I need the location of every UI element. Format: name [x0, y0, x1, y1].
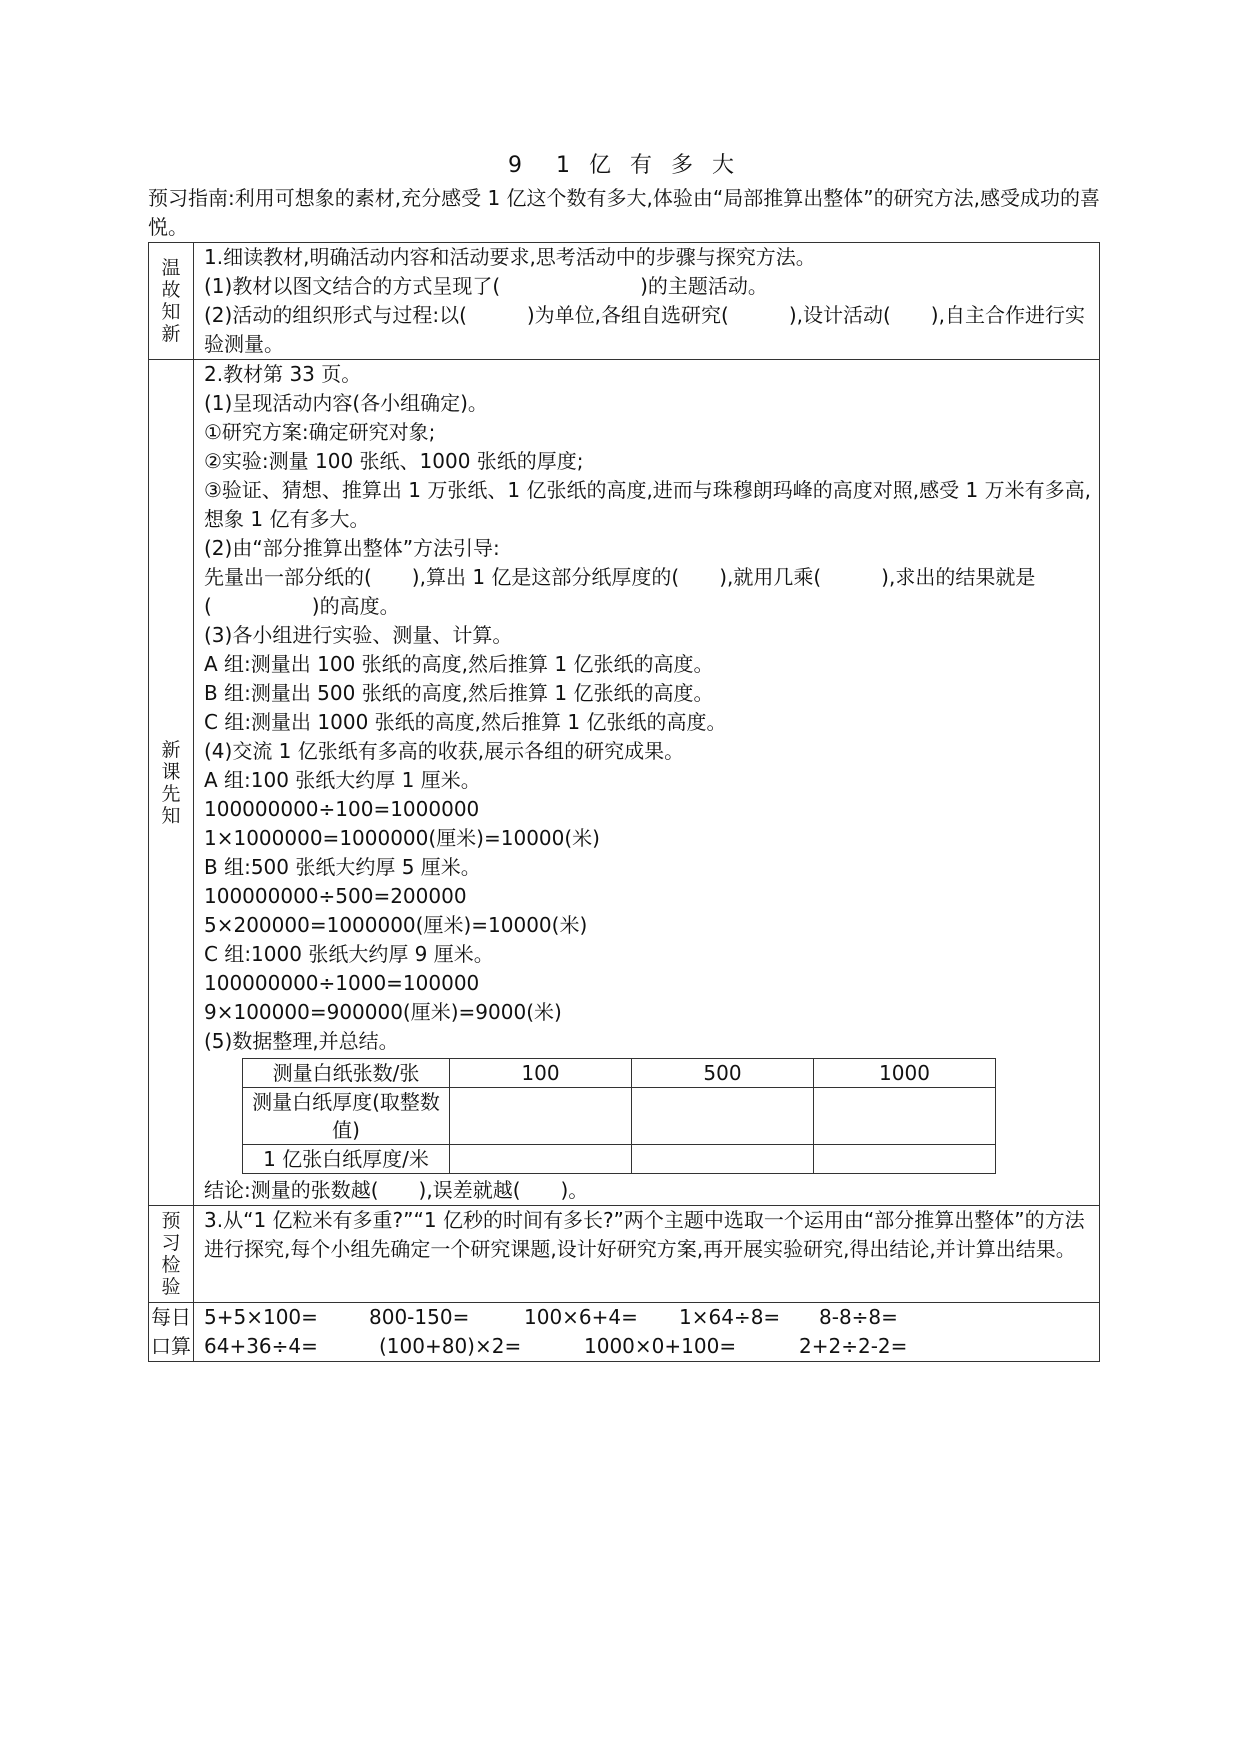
review-line: 1.细读教材,明确活动内容和活动要求,思考活动中的步骤与探究方法。 — [204, 245, 816, 269]
daily-content — [194, 1303, 1100, 1362]
calc-item: 1000×0+100= — [584, 1334, 737, 1358]
daily-label: 每日 口算 — [149, 1303, 194, 1362]
lesson-line: 5×200000=1000000(厘米)=10000(米) — [204, 913, 588, 937]
table-cell: 500 — [632, 1059, 814, 1088]
new-lesson-content — [194, 360, 1100, 1206]
review-line: (2)活动的组织形式与过程:以( )为单位,各组自选研究( ),设计活动( ),自主合作进行实验测量。 — [204, 303, 1085, 356]
lesson-line: 1×1000000=1000000(厘米)=10000(米) — [204, 826, 600, 850]
calc-item: 800-150= — [369, 1305, 470, 1329]
worksheet-page — [148, 150, 1100, 1362]
lesson-line: 100000000÷100=1000000 — [204, 797, 480, 821]
calc-item: 8-8÷8= — [819, 1305, 898, 1329]
new-lesson-section — [149, 360, 1100, 1206]
lesson-line: (1)呈现活动内容(各小组确定)。 — [204, 391, 488, 415]
lesson-line: (2)由“部分推算出整体”方法引导: — [204, 536, 500, 560]
lesson-line: (4)交流 1 亿张纸有多高的收获,展示各组的研究成果。 — [204, 739, 685, 763]
new-lesson-label: 新 课 先 知 — [149, 360, 194, 1206]
review-content — [194, 243, 1100, 360]
answer-cell[interactable] — [814, 1145, 996, 1174]
calc-row — [204, 1303, 1095, 1332]
review-line: (1)教材以图文结合的方式呈现了( )的主题活动。 — [204, 274, 768, 298]
answer-cell[interactable] — [632, 1088, 814, 1145]
calc-item: (100+80)×2= — [379, 1334, 522, 1358]
calc-item: 1×64÷8= — [679, 1305, 781, 1329]
lesson-line: B 组:测量出 500 张纸的高度,然后推算 1 亿张纸的高度。 — [204, 681, 714, 705]
data-summary-table — [242, 1058, 996, 1174]
calc-item: 2+2÷2-2= — [799, 1334, 908, 1358]
preview-guide: 预习指南:利用可想象的素材,充分感受 1 亿这个数有多大,体验由“局部推算出整体”的研究方法,感受成功的喜悦。 — [148, 186, 1100, 239]
lesson-line: ①研究方案:确定研究对象; — [204, 420, 436, 444]
lesson-line: 9×100000=900000(厘米)=9000(米) — [204, 1000, 562, 1024]
lesson-line: (3)各小组进行实验、测量、计算。 — [204, 623, 513, 647]
lesson-line: C 组:测量出 1000 张纸的高度,然后推算 1 亿张纸的高度。 — [204, 710, 727, 734]
review-label: 温 故 知 新 — [149, 243, 194, 360]
conclusion-line: 结论:测量的张数越( ),误差就越( )。 — [204, 1178, 589, 1202]
lesson-line: 先量出一部分纸的( ),算出 1 亿是这部分纸厚度的( ),就用几乘( ),求出的结果就是( )的高度。 — [204, 565, 1036, 618]
calc-item: 100×6+4= — [524, 1305, 638, 1329]
table-cell: 100 — [450, 1059, 632, 1088]
answer-cell[interactable] — [450, 1088, 632, 1145]
lesson-line: C 组:1000 张纸大约厚 9 厘米。 — [204, 942, 494, 966]
table-cell: 1 亿张白纸厚度/米 — [243, 1145, 450, 1174]
lesson-line: 100000000÷1000=100000 — [204, 971, 480, 995]
worksheet-table — [148, 242, 1100, 1362]
daily-calc-section — [149, 1303, 1100, 1362]
table-cell: 1000 — [814, 1059, 996, 1088]
table-cell: 测量白纸厚度(取整数值) — [243, 1088, 450, 1145]
lesson-line: A 组:测量出 100 张纸的高度,然后推算 1 亿张纸的高度。 — [204, 652, 714, 676]
review-section — [149, 243, 1100, 360]
calc-item: 64+36÷4= — [204, 1334, 318, 1358]
lesson-line: ③验证、猜想、推算出 1 万张纸、1 亿张纸的高度,进而与珠穆朗玛峰的高度对照,感受 1 万米有多高,想象 1 亿有多大。 — [204, 478, 1091, 531]
answer-cell[interactable] — [632, 1145, 814, 1174]
check-text: 3.从“1 亿粒米有多重?”“1 亿秒的时间有多长?”两个主题中选取一个运用由“部分推算出整体”的方法进行探究,每个小组先确定一个研究课题,设计好研究方案,再开展实验研究,得出结论,并计算出结果。 — [204, 1208, 1085, 1261]
lesson-line: 100000000÷500=200000 — [204, 884, 467, 908]
table-row — [243, 1088, 996, 1145]
lesson-line: 2.教材第 33 页。 — [204, 362, 362, 386]
table-cell: 测量白纸张数/张 — [243, 1059, 450, 1088]
check-label: 预 习 检 验 — [149, 1206, 194, 1303]
lesson-line: ②实验:测量 100 张纸、1000 张纸的厚度; — [204, 449, 584, 473]
page-title: 9 1 亿 有 多 大 — [508, 153, 740, 178]
calc-row — [204, 1332, 1095, 1361]
answer-cell[interactable] — [814, 1088, 996, 1145]
answer-cell[interactable] — [450, 1145, 632, 1174]
lesson-line: B 组:500 张纸大约厚 5 厘米。 — [204, 855, 481, 879]
check-content — [194, 1206, 1100, 1303]
table-row — [243, 1145, 996, 1174]
lesson-line: A 组:100 张纸大约厚 1 厘米。 — [204, 768, 481, 792]
lesson-line: (5)数据整理,并总结。 — [204, 1029, 399, 1053]
calc-item: 5+5×100= — [204, 1305, 318, 1329]
check-section — [149, 1206, 1100, 1303]
table-row — [243, 1059, 996, 1088]
